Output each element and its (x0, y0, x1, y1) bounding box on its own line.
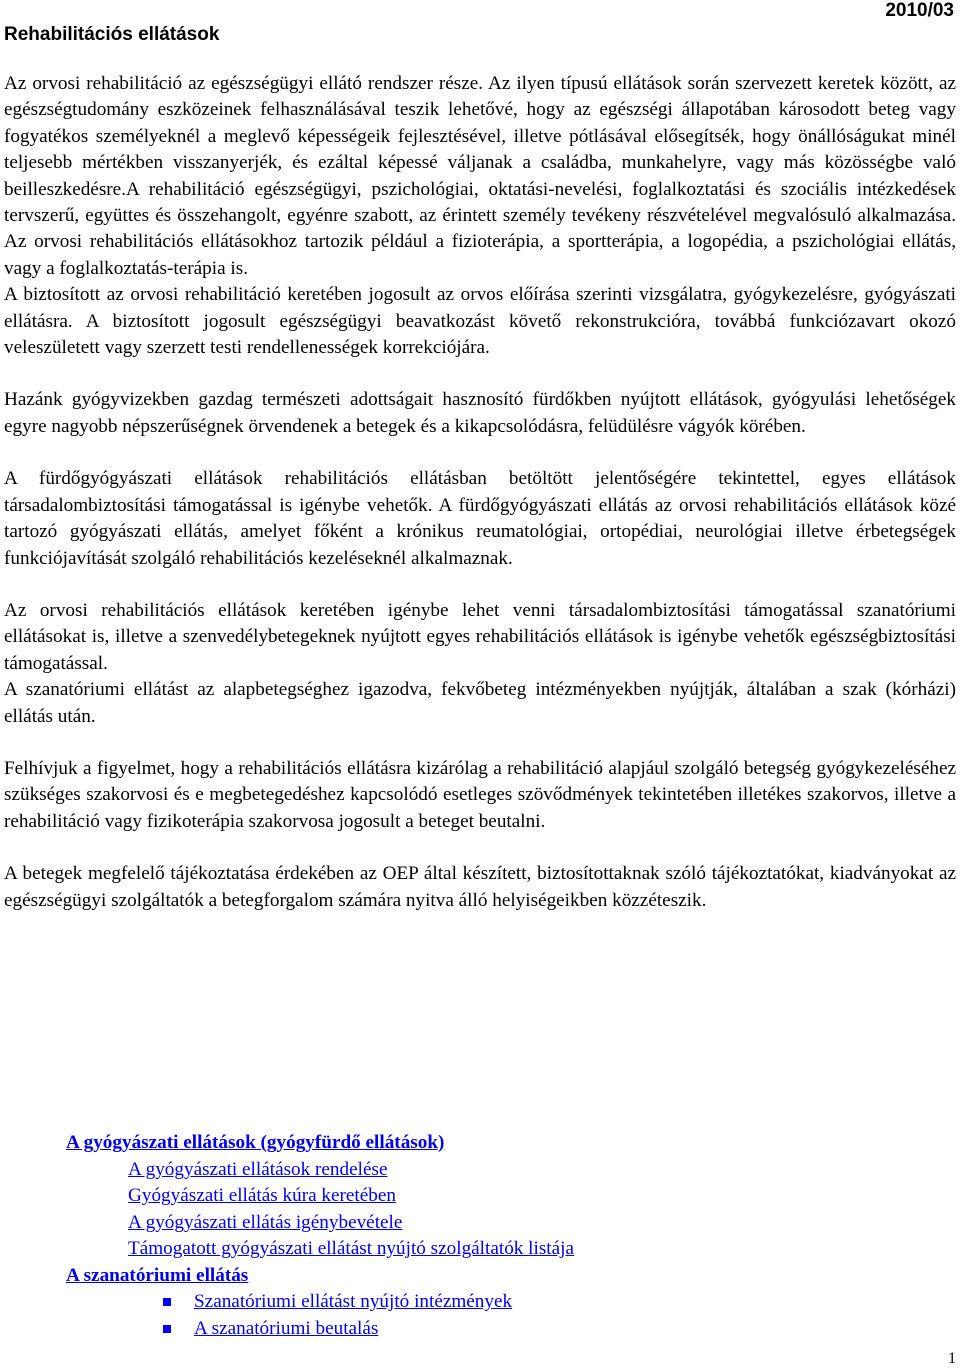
link-medical-care-prescription[interactable]: A gyógyászati ellátások rendelése (128, 1159, 388, 1180)
document-body (4, 71, 956, 914)
paragraph-entitlement: A biztosított az orvosi rehabilitáció keretében jogosult az orvos előírása szerinti vizsgálatra, gyógykezelésre, gyógyászati ellátásra. A biztosított jogosult egészségügyi beavatkozást követő rekonstrukcióra, továbbá funkciózavart okozó veleszületett vagy szerzett testi rendellenességek korrekciójára. (4, 284, 956, 359)
link-medical-care-course[interactable]: Gyógyászati ellátás kúra keretében (128, 1185, 396, 1206)
link-sanatorium-institutions[interactable]: Szanatóriumi ellátást nyújtó intézmények (194, 1291, 513, 1312)
link-provider-list[interactable]: Támogatott gyógyászati ellátást nyújtó szolgáltatók listája (128, 1238, 574, 1259)
link-medical-care[interactable]: A gyógyászati ellátások (gyógyfürdő ellátások) (66, 1132, 445, 1153)
paragraph-intro: Az orvosi rehabilitáció az egészségügyi ellátó rendszer része. Az ilyen típusú ellátások során szervezett keretek között, az egészségtudomány eszközeinek felhasználásával teszik lehetővé, hogy az egészségi állapotában károsodott beteg vagy fogyatékos személyeknél a meglevő képességeik fejlesztésével, illetve pótlásával elősegítsék, hogy önállóságukat minél teljesebb mértékben visszanyerjék, és ezáltal képessé váljanak a családba, munkahelyre, vagy más közösségbe való beilleszkedésre.A rehabilitáció egészségügyi, pszichológiai, oktatási-nevelési, foglalkoztatási és szociális intézkedések tervszerű, együttes és összehangolt, egyénre szabott, az érintett személy tevékeny részvételével megvalósuló alkalmazása. Az orvosi rehabilitációs ellátásokhoz tartozik például a fizioterápia, a sportterápia, a logopédia, a pszichológiai ellátás, vagy a foglalkoztatás-terápia is. (4, 73, 956, 279)
paragraph-sanatorium-support: Az orvosi rehabilitációs ellátások keretében igénybe lehet venni társadalombiztosítási támogatással szanatóriumi ellátásokat is, illetve a szenvedélybetegeknek nyújtott egyes rehabilitációs ellátások is igénybe vehetők egészségbiztosítási támogatással. (4, 599, 956, 674)
link-sanatorium-referral[interactable]: A szanatóriumi beutalás (194, 1318, 379, 1339)
bullet-icon (163, 1298, 171, 1306)
link-sanatorium-care[interactable]: A szanatóriumi ellátás (66, 1265, 249, 1286)
page-header (0, 0, 960, 60)
bullet-icon (163, 1325, 171, 1333)
paragraph-sanatorium-care: A szanatóriumi ellátást az alapbetegséghez igazodva, fekvőbeteg intézményekben nyújtják, általában a szak (kórházi) ellátás után. (4, 679, 956, 727)
paragraph-balneotherapy: A fürdőgyógyászati ellátások rehabilitációs ellátásban betöltött jelentőségére tekintettel, egyes ellátások társadalombiztosítási támogatással is igénybe vehetők. A fürdőgyógyászati ellátás az orvosi rehabilitációs ellátások közé tartozó gyógyászati ellátás, amelyet főként a krónikus reumatológiai, ortopédiai, neurológiai illetve érbetegségek funkciójavítását szolgáló rehabilitációs kezeléseknél alkalmaznak. (4, 468, 956, 569)
document-title: Rehabilitációs ellátások (4, 24, 220, 45)
link-medical-care-usage[interactable]: A gyógyászati ellátás igénybevétele (128, 1212, 403, 1233)
page-number: 1 (948, 1350, 956, 1367)
document-date: 2010/03 (885, 0, 954, 21)
paragraph-spa: Hazánk gyógyvizekben gazdag természeti adottságait hasznosító fürdőkben nyújtott ellátások, gyógyulási lehetőségek egyre nagyobb népszerűségnek örvendenek a betegek és a kikapcsolódásra, felüdülésre vágyók körében. (4, 389, 956, 437)
paragraph-referral: Felhívjuk a figyelmet, hogy a rehabilitációs ellátásra kizárólag a rehabilitáció alapjául szolgáló betegség gyógykezeléséhez szükséges szakorvosi és e megbetegedéshez kapcsolódó esetleges szövődmények tekintetében illetékes szakorvos, illetve a rehabilitáció vagy fizikoterápia szakorvosa jogosult a beteget beutalni. (4, 757, 956, 832)
paragraph-information: A betegek megfelelő tájékoztatása érdekében az OEP által készített, biztosítottaknak szóló tájékoztatókat, kiadványokat az egészségügyi szolgáltatók a betegforgalom számára nyitva álló helyiségeikben közzéteszik. (4, 863, 956, 911)
